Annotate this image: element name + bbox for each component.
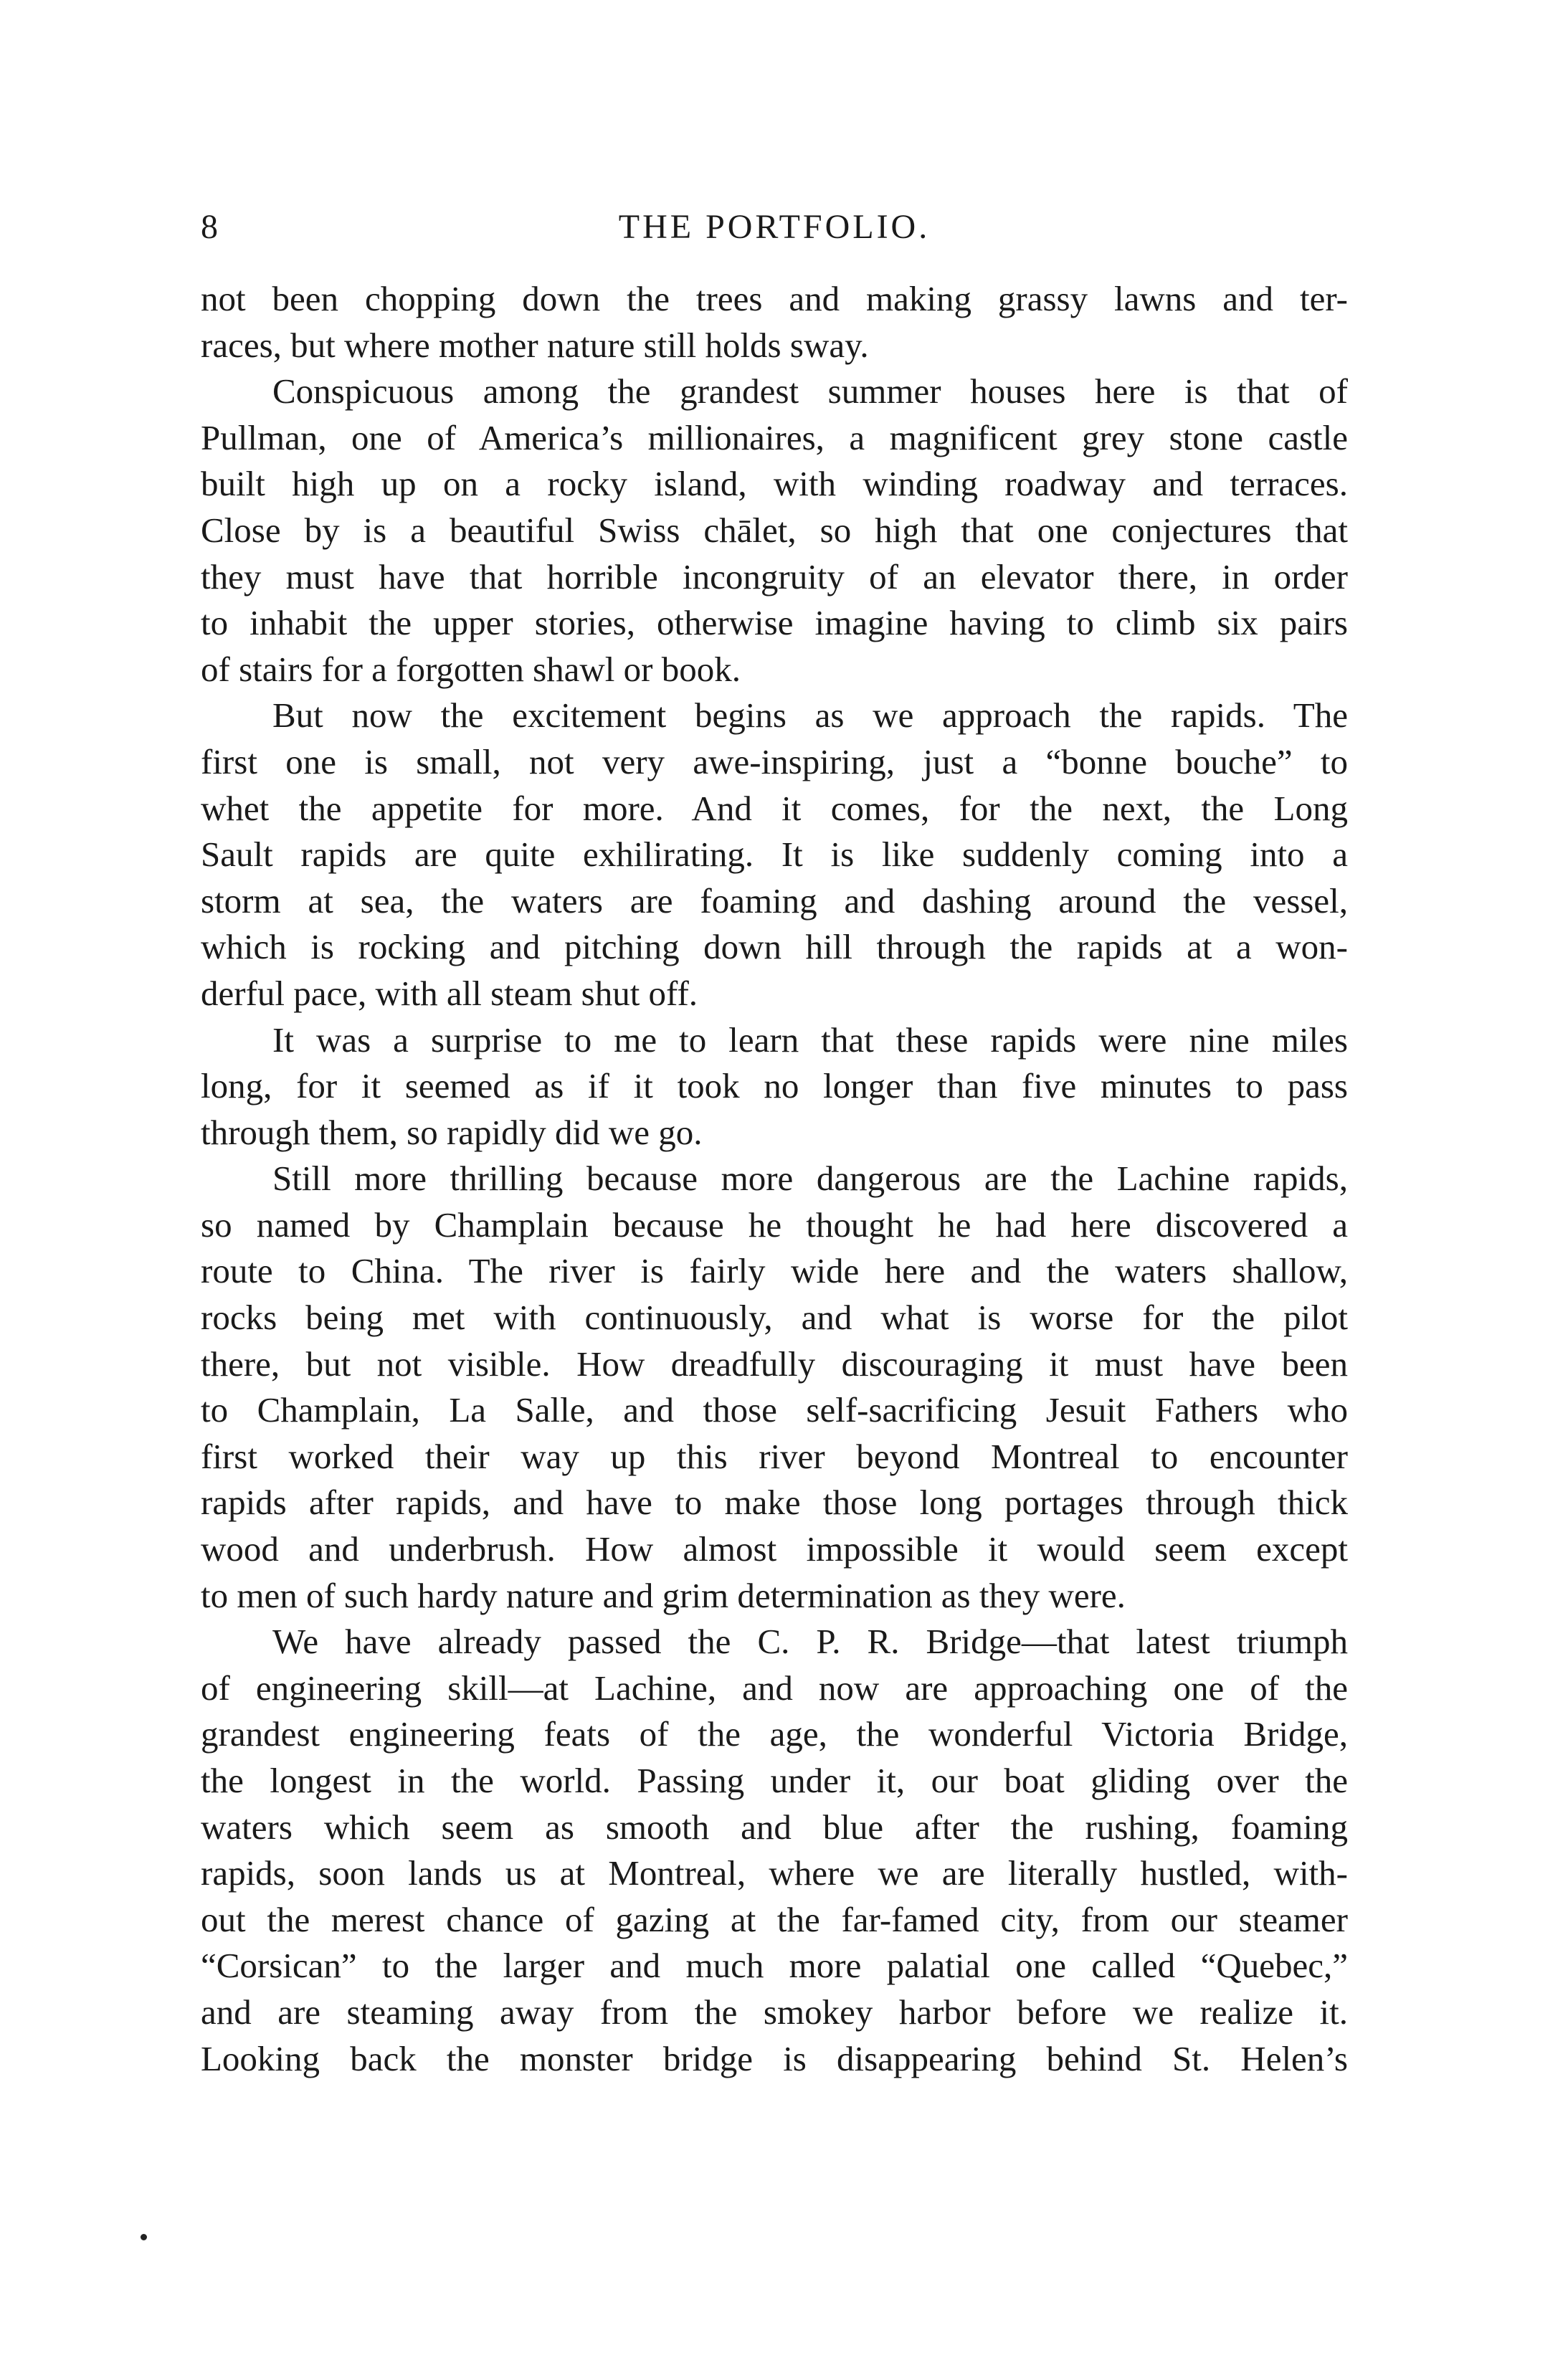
text-line: races, but where mother nature still holds sway.	[201, 325, 869, 365]
text-line: to men of such hardy nature and grim determination as they were.	[201, 1575, 1126, 1615]
text-line: there, but not visible. How dreadfully discouraging it must have been	[201, 1344, 1348, 1384]
paragraph	[201, 368, 1348, 693]
text-line: they must have that horrible incongruity of an elevator there, in order	[201, 556, 1348, 596]
text-line: grandest engineering feats of the age, the wonderful Victoria Bridge,	[201, 1714, 1348, 1754]
text-line: route to China. The river is fairly wide here and the waters shallow,	[201, 1251, 1348, 1291]
running-head	[201, 202, 1348, 252]
text-line: storm at sea, the waters are foaming and dashing around the vessel,	[201, 880, 1348, 921]
text-line: rapids after rapids, and have to make those long portages through thick	[201, 1483, 1348, 1523]
body-text	[201, 276, 1348, 2082]
text-line: waters which seem as smooth and blue after the rushing, foaming	[201, 1807, 1348, 1847]
paragraph	[201, 693, 1348, 1017]
text-line: so named by Champlain because he thought he had here discovered a	[201, 1204, 1348, 1245]
text-line: first worked their way up this river beyond Montreal to encounter	[201, 1436, 1348, 1476]
running-title: THE PORTFOLIO.	[618, 208, 931, 246]
text-line: built high up on a rocky island, with winding roadway and terraces.	[201, 464, 1348, 504]
text-line: which is rocking and pitching down hill through the rapids at a won-	[201, 927, 1348, 967]
text-line: But now the excitement begins as we approach the rapids. The	[272, 695, 1348, 736]
text-line: through them, so rapidly did we go.	[201, 1112, 703, 1152]
text-line: rocks being met with continuously, and what is worse for the pilot	[201, 1298, 1348, 1338]
text-line: Conspicuous among the grandest summer houses here is that of	[272, 371, 1348, 412]
ink-speck	[141, 2234, 147, 2240]
text-line: long, for it seemed as if it took no longer than five minutes to pass	[201, 1066, 1348, 1106]
text-line: of stairs for a forgotten shawl or book.	[201, 649, 741, 689]
text-line: Sault rapids are quite exhilirating. It is like suddenly coming into a	[201, 834, 1348, 875]
text-line: Pullman, one of America’s millionaires, a magnificent grey stone castle	[201, 417, 1348, 457]
text-line: We have already passed the C. P. R. Bridge—that latest triumph	[272, 1622, 1348, 1662]
text-line: derful pace, with all steam shut off.	[201, 973, 698, 1013]
text-line: to Champlain, La Salle, and those self-sacrificing Jesuit Fathers who	[201, 1390, 1348, 1430]
page-number: 8	[201, 208, 218, 246]
paragraph	[201, 1156, 1348, 1619]
text-line: whet the appetite for more. And it comes, for the next, the Long	[201, 788, 1348, 828]
text-line: Still more thrilling because more dangerous are the Lachine rapids,	[272, 1159, 1348, 1199]
text-line: of engineering skill—at Lachine, and now are approaching one of the	[201, 1668, 1348, 1708]
text-line: out the merest chance of gazing at the far-famed city, from our steamer	[201, 1899, 1348, 1939]
text-line: rapids, soon lands us at Montreal, where we are literally hustled, with-	[201, 1853, 1348, 1893]
text-line: and are steaming away from the smokey harbor before we realize it.	[201, 1992, 1348, 2032]
text-line: to inhabit the upper stories, otherwise imagine having to climb six pairs	[201, 603, 1348, 643]
text-line: first one is small, not very awe-inspiring, just a “bonne bouche” to	[201, 741, 1348, 781]
text-line: “Corsican” to the larger and much more palatial one called “Quebec,”	[201, 1946, 1348, 1986]
text-line: Close by is a beautiful Swiss chālet, so high that one conjectures that	[201, 510, 1348, 550]
text-line: Looking back the monster bridge is disappearing behind St. Helen’s	[201, 2038, 1348, 2078]
text-line: the longest in the world. Passing under it, our boat gliding over the	[201, 1761, 1348, 1800]
text-line: It was a surprise to me to learn that these rapids were nine miles	[272, 1019, 1348, 1060]
paragraph	[201, 1017, 1348, 1156]
text-line: wood and underbrush. How almost impossible it would seem except	[201, 1529, 1348, 1569]
text-line: not been chopping down the trees and making grassy lawns and ter-	[201, 279, 1348, 318]
paragraph	[201, 1619, 1348, 2082]
paragraph	[201, 276, 1348, 368]
